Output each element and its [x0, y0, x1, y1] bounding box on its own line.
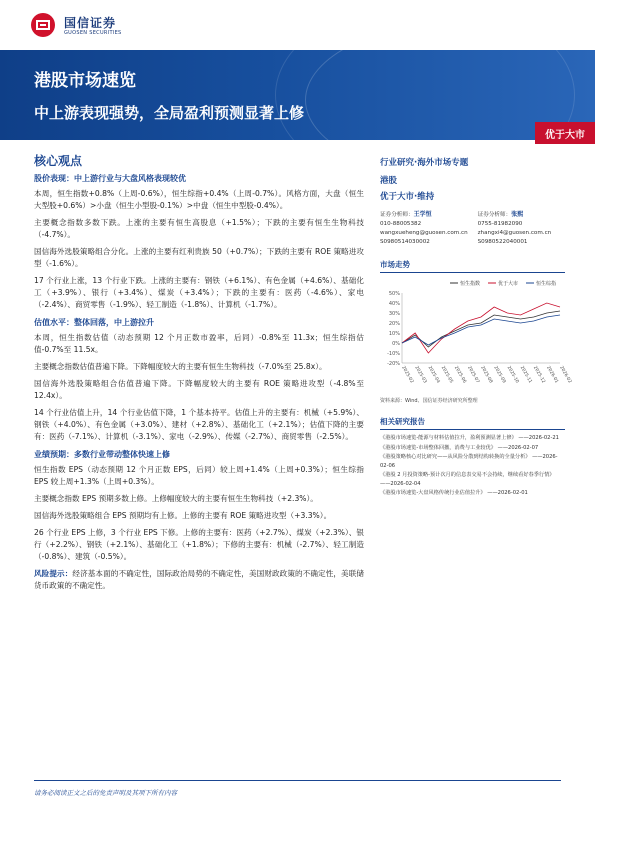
analyst-name: 王学恒 — [413, 211, 432, 218]
guosen-logo-icon — [30, 12, 56, 38]
x-tick-label: 2026-02 — [558, 365, 573, 385]
main-content — [34, 152, 364, 597]
y-tick-label: 30% — [388, 311, 400, 317]
analyst-role: 证券分析师： — [380, 212, 414, 218]
paragraph: 本周，恒生指数+0.8%（上周-0.6%），恒生综指+0.4%（上周-0.7%）。风格方面，大盘（恒生大型股+0.6%）>小盘（恒生小型股-0.1%）>中盘（恒生中型股-0.4%）。 — [34, 189, 364, 210]
x-tick-label: 2025-11 — [518, 365, 533, 385]
market-trend-svg — [380, 275, 573, 395]
x-tick-label: 2025-10 — [505, 365, 520, 385]
chart-source: 资料来源：Wind、国信证券经济研究所整理 — [380, 398, 478, 404]
related-report-item[interactable]: 《港股 2 月投资策略-预计次月的信息表交易不会持续，继续看好春季行情》 ——2026-02-04 — [380, 472, 555, 487]
sidebar — [380, 156, 573, 499]
x-tick-label: 2025-02 — [400, 365, 415, 385]
analyst-phone: 0755-81982090 — [477, 221, 523, 227]
series-line-1 — [402, 303, 560, 353]
title-banner — [0, 50, 595, 140]
logo-name-cn: 国信证券 — [64, 16, 117, 30]
analyst-cert: S0980522040001 — [477, 239, 528, 245]
x-tick-label: 2025-04 — [426, 365, 441, 385]
analyst-1 — [380, 210, 468, 247]
y-tick-label: 40% — [388, 301, 400, 307]
risk-text: 经济基本面的不确定性，国际政治局势的不确定性，美国财政政策的不确定性，美联储货币政策的不确定性。 — [34, 569, 365, 590]
price-performance-heading: 股价表现：中上游行业与大盘风格表现较优 — [34, 174, 186, 183]
market-trend-chart — [380, 275, 573, 395]
earnings-heading: 业绩预期：多数行业带动整体快速上修 — [34, 450, 170, 459]
paragraph: 主要概念指数 EPS 预期多数上修。上修幅度较大的主要有恒生生物科技（+2.3%）。 — [34, 494, 318, 503]
series-line-0 — [402, 311, 560, 347]
logo-name-en: GUOSEN SECURITIES — [64, 30, 122, 36]
x-tick-label: 2025-06 — [452, 365, 467, 385]
x-tick-label: 2025-07 — [466, 365, 480, 385]
report-series-title: 港股市场速览 — [34, 71, 136, 91]
paragraph: 主要概念指数估值普遍下降。下降幅度较大的主要有恒生生物科技（-7.0%至 25.8x）。 — [34, 362, 327, 371]
analyst-email[interactable]: zhangxi4@guosen.com.cn — [477, 230, 552, 236]
y-tick-label: 0% — [392, 341, 400, 347]
paragraph: 恒生指数 EPS（动态预期 12 个月正数 EPS，后同）较上周+1.4%（上周+0.3%）；恒生综指 EPS 较上周+1.3%（上周+0.3%）。 — [34, 465, 364, 486]
y-tick-label: -10% — [387, 351, 400, 357]
report-headline: 中上游表现强势，全局盈利预测显著上修 — [34, 104, 305, 122]
analyst-info — [380, 210, 565, 247]
analyst-role: 证券分析师： — [477, 212, 512, 218]
paragraph: 14 个行业估值上升，14 个行业估值下降，1 个基本持平。估值上升的主要有：机械（+5.9%）、钢铁（+4.0%）、有色金属（+3.0%）、建材（+2.8%）、基础化工（+2.1%）；估值下降的主要有：医药（-7.1%）、计算机（-3.1%）、家电（-2.9%）、传媒（-2.7%）、商贸零售（-2.5%）。 — [34, 408, 364, 441]
analyst-email[interactable]: wangxueheng@guosen.com.cn — [380, 230, 468, 236]
y-tick-label: -20% — [387, 361, 400, 367]
legend-label: 优于大市 — [498, 281, 519, 287]
paragraph: 本周，恒生指数估值（动态预期 12 个月正数市盈率，后同）-0.8%至 11.3x；恒生综指估值-0.7%至 11.5x。 — [34, 333, 364, 354]
related-report-item[interactable]: 《港股市场速览-能源与材料估值拉升，盈利预测显著上修》 ——2026-02-21 — [380, 435, 559, 441]
analyst-name: 张熙 — [511, 211, 524, 218]
x-tick-label: 2026-01 — [545, 365, 559, 385]
report-type: 行业研究·海外市场专题 — [380, 158, 469, 168]
footer-divider — [34, 780, 561, 781]
risk-warning — [34, 568, 364, 592]
x-tick-label: 2025-09 — [492, 365, 507, 385]
paragraph: 17 个行业上涨，13 个行业下跌。上涨的主要有：钢铁（+6.1%）、有色金属（+4.6%）、基础化工（+3.9%）、银行（+3.4%）、煤炭（+3.4%）；下跌的主要有：医药（-4.6%）、家电（-2.4%）、商贸零售（-1.9%）、轻工制造（-1.8%）、计算机（-1.7%）。 — [34, 276, 364, 309]
related-report-item[interactable]: 《港股市场速览-市场整体回撤，消费与工业较优》 ——2026-02-07 — [380, 444, 539, 451]
valuation-heading: 估值水平：整体回落，中上游拉升 — [34, 318, 154, 327]
legend-label: 恒生指数 — [460, 281, 481, 287]
paragraph: 国信海外选股策略组合分化。上涨的主要有红利贵族 50（+0.7%）；下跌的主要有 ROE 策略进攻型（-1.6%）。 — [34, 247, 364, 268]
x-tick-label: 2025-03 — [413, 365, 428, 385]
x-tick-label: 2025-12 — [531, 365, 546, 385]
x-tick-label: 2025-05 — [439, 365, 454, 385]
paragraph: 26 个行业 EPS 上修，3 个行业 EPS 下修。上修的主要有：医药（+2.7%）、煤炭（+2.3%）、银行（+2.2%）、钢铁（+2.1%）、基础化工（+1.8%）；下修的主要有：机械（-2.7%）、轻工制造（-0.8%）、建筑（-0.5%）。 — [34, 528, 364, 561]
paragraph: 国信海外选股策略组合估值普遍下降。下降幅度较大的主要有 ROE 策略进攻型（-4.8%至 12.4x）。 — [34, 379, 364, 400]
y-tick-label: 20% — [388, 321, 400, 327]
risk-label: 风险提示： — [34, 569, 73, 578]
company-logo — [30, 12, 150, 44]
analyst-2 — [478, 210, 565, 247]
related-reports-heading: 相关研究报告 — [380, 416, 565, 430]
y-tick-label: 50% — [388, 291, 400, 297]
market-label: 港股 — [380, 176, 398, 186]
related-report-item[interactable]: 《港股策略核心对比研究——从风险分散到结构转换的全量分析》 ——2026-02-06 — [380, 454, 558, 469]
investment-rating: 优于大市·维持 — [380, 192, 435, 202]
paragraph: 国信海外选股策略组合 EPS 预期均有上修。上修的主要有 ROE 策略进攻型（+3.3%）。 — [34, 511, 332, 520]
market-trend-heading: 市场走势 — [380, 259, 565, 273]
related-report-item[interactable]: 《港股市场速览-大盘风格传统行业估值拉升》 ——2026-02-01 — [380, 490, 528, 496]
related-reports-list — [380, 434, 565, 498]
legend-label: 恒生综指 — [536, 281, 557, 287]
y-tick-label: 10% — [388, 331, 400, 337]
x-tick-label: 2025-08 — [479, 365, 494, 385]
paragraph: 主要概念指数多数下跌。上涨的主要有恒生高股息（+1.5%）；下跌的主要有恒生生物科技（-4.7%）。 — [34, 218, 364, 239]
core-views-title: 核心观点 — [34, 154, 83, 168]
analyst-phone: 010-88005382 — [380, 221, 422, 227]
rating-tag: 优于大市 — [535, 122, 595, 144]
footer-disclaimer: 请务必阅读正文之后的免责声明及其项下所有内容 — [34, 789, 177, 797]
analyst-cert: S0980514030002 — [380, 239, 430, 245]
series-line-2 — [402, 315, 560, 345]
